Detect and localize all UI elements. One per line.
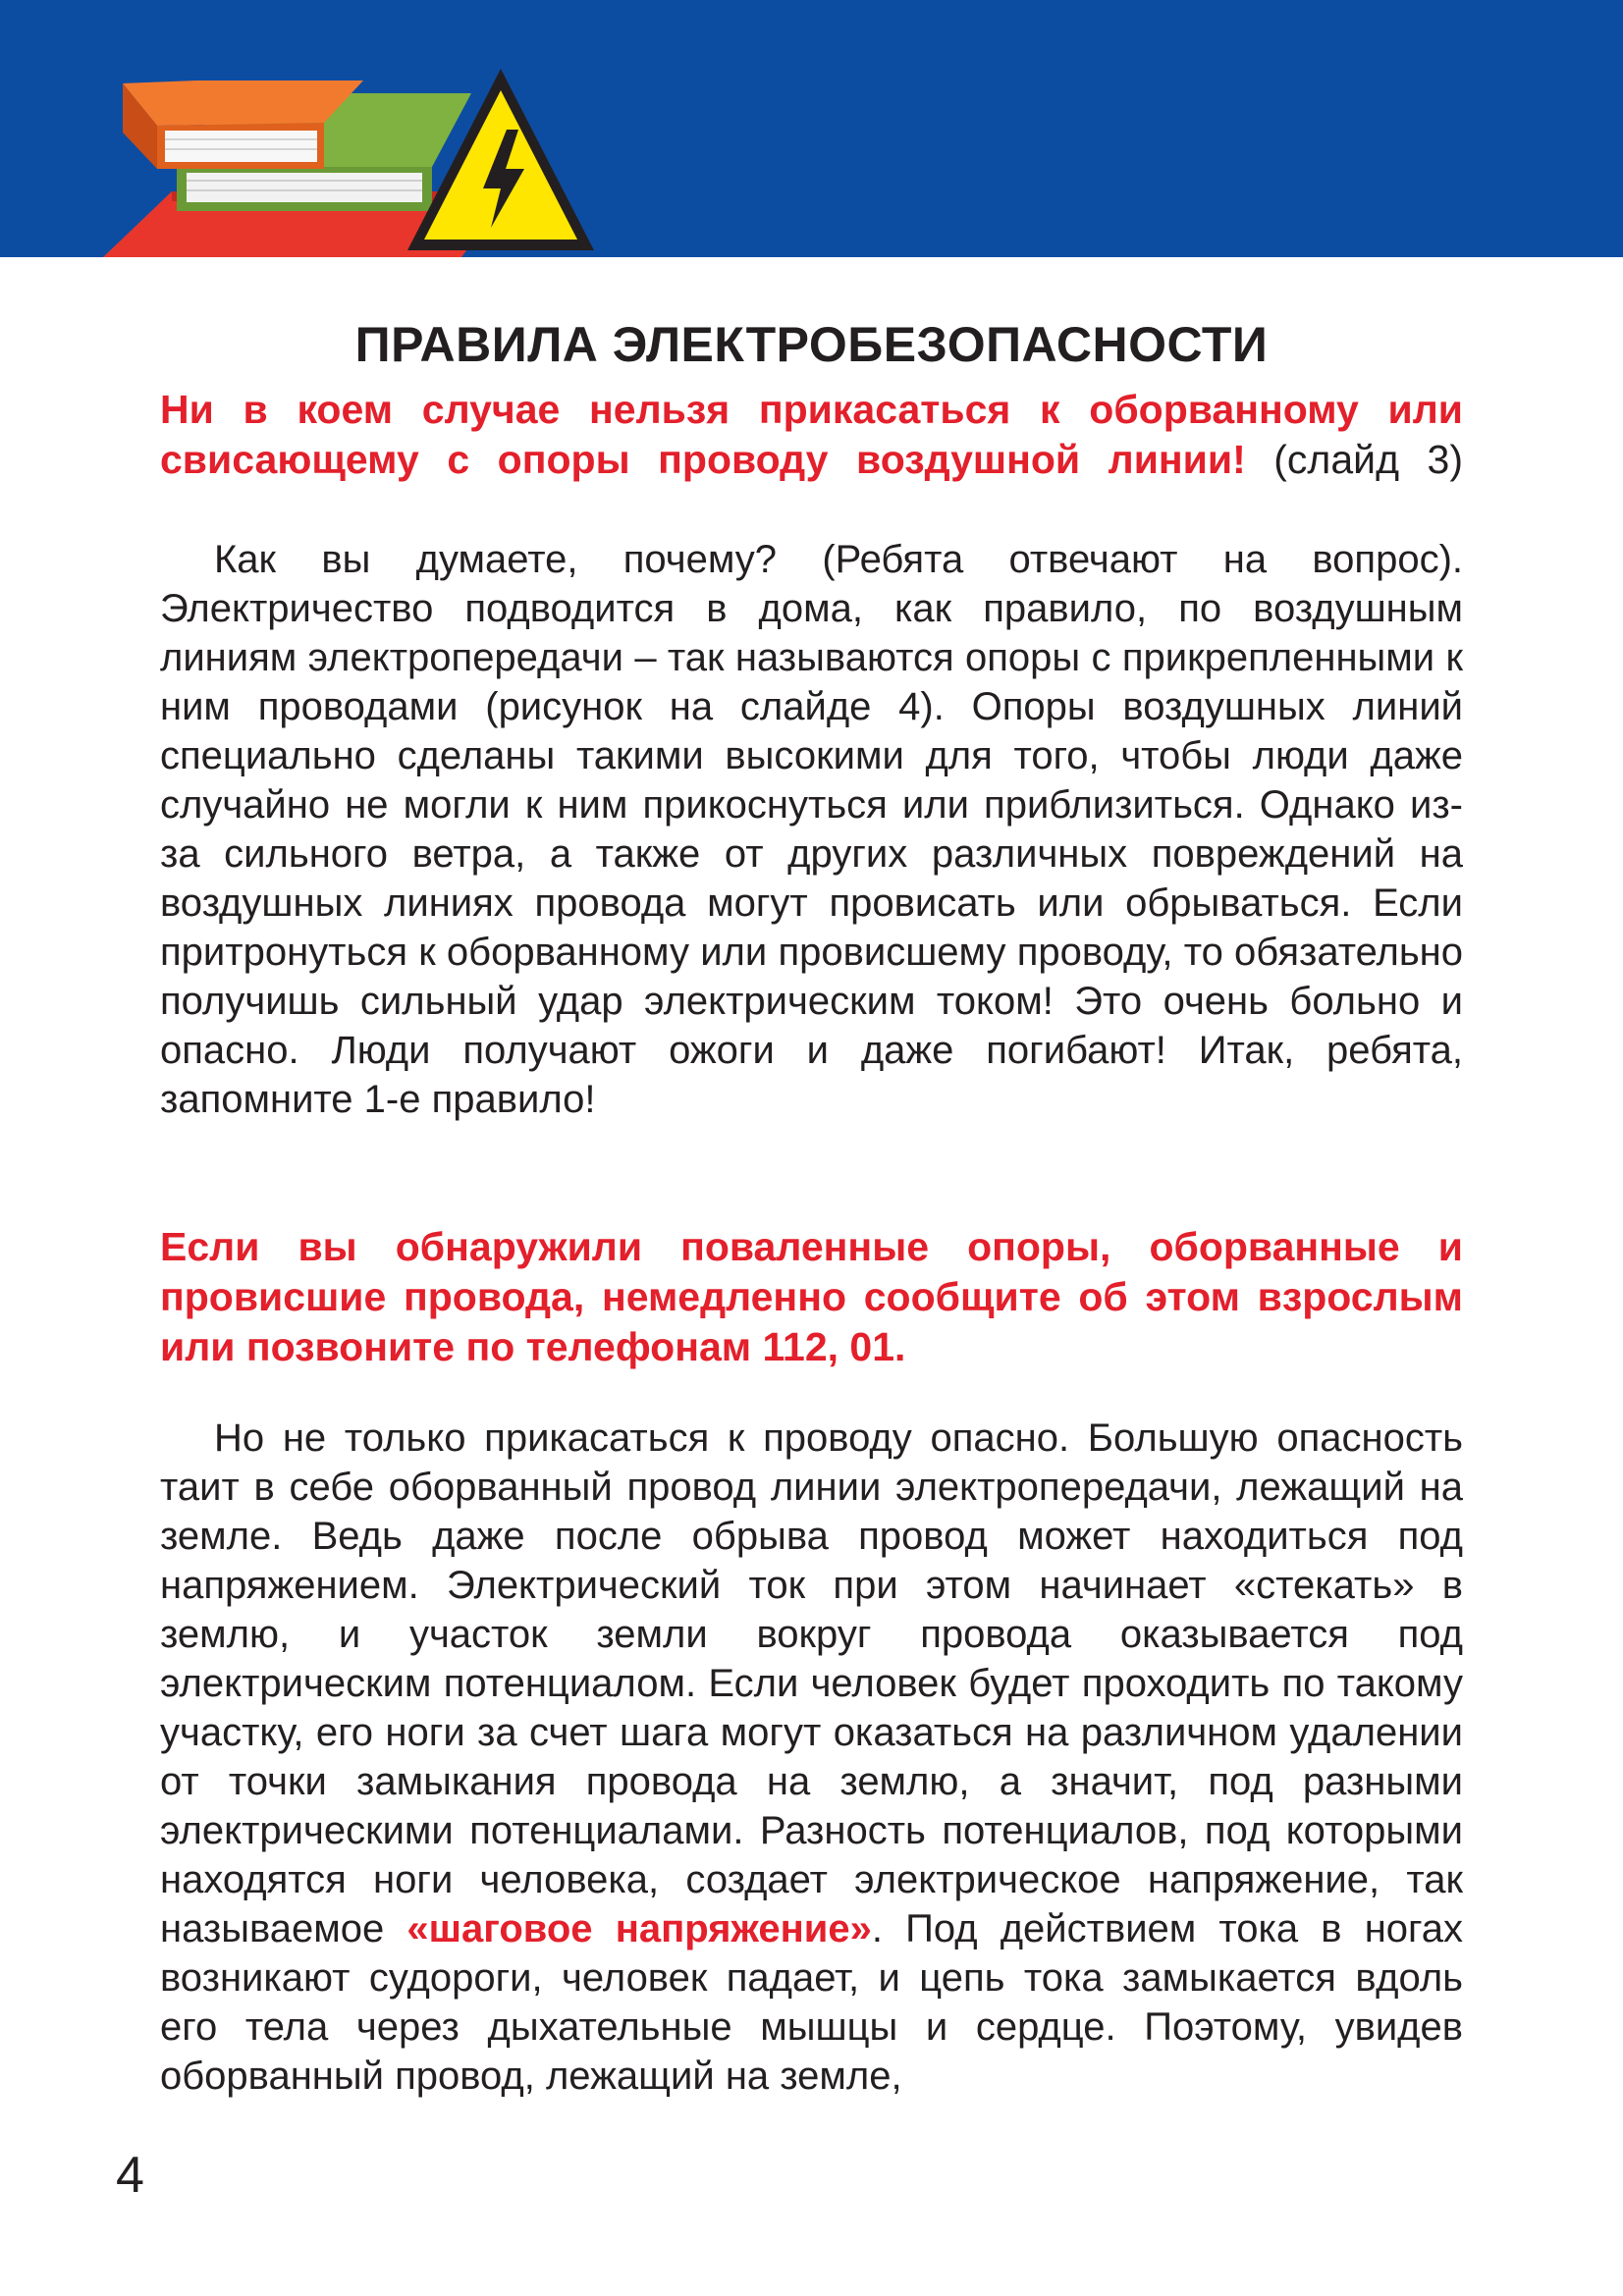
step-voltage-term: «шаговое напряжение»: [406, 1907, 872, 1950]
slide-reference: (слайд 3): [1245, 437, 1463, 482]
warning-rule-1: [160, 385, 1463, 485]
paragraph-step-voltage-end: . Под действием тока в ногах возникают судороги, человек падает, и цепь тока замыкается вдоль его тела через дыхательные мышцы и сердце. Поэтому, увидев оборванный провод, лежащий на земле,: [160, 1907, 1463, 2098]
paragraph-explanation: Как вы думаете, почему? (Ребята отвечают на вопрос). Электричество подводится в дома, как правило, по воздушным линиям электропередачи – так называются опоры с прикрепленными к ним проводами (рисунок на слайде 4). Опоры воздушных линий специально сделаны такими высокими для того, чтобы люди даже случайно не могли к ним прикоснуться или приблизиться. Однако из-за сильного ветра, а также от других различных повреждений на воздушных линиях провода могут провисать или обрываться. Если притронуться к оборванному или провисшему проводу, то обязательно получишь сильный удар электрическим током! Это очень больно и опасно. Люди получают ожоги и даже погибают! Итак, ребята, запомните 1-е правило!: [160, 538, 1463, 1121]
warning-rule-1-text: Ни в коем случае нельзя прикасаться к оборванному или свисающему с опоры проводу воздушной линии!: [160, 387, 1463, 482]
warning-rule-2: Если вы обнаружили поваленные опоры, оборванные и провисшие провода, немедленно сообщите об этом взрослым или позвоните по телефонам 112, 01.: [160, 1224, 1463, 1369]
header-illustration: [0, 0, 687, 257]
paragraph-step-voltage: [160, 1414, 1463, 2101]
paragraph-step-voltage-start: Но не только прикасаться к проводу опасно. Большую опасность таит в себе оборванный провод линии электропередачи, лежащий на земле. Ведь даже после обрыва провод может находиться под напряжением. Электрический ток при этом начинает «стекать» в землю, и участок земли вокруг провода оказывается под электрическим потенциалом. Если человек будет проходить по такому участку, его ноги за счет шага могут оказаться на различном удалении от точки замыкания провода на землю, а значит, под разными электрическими потенциалами. Разность потенциалов, под которыми находятся ноги человека, создает электрическое напряжение, так называемое: [160, 1416, 1463, 1950]
page-title: ПРАВИЛА ЭЛЕКТРОБЕЗОПАСНОСТИ: [354, 317, 1269, 372]
page-number: 4: [116, 2147, 144, 2204]
